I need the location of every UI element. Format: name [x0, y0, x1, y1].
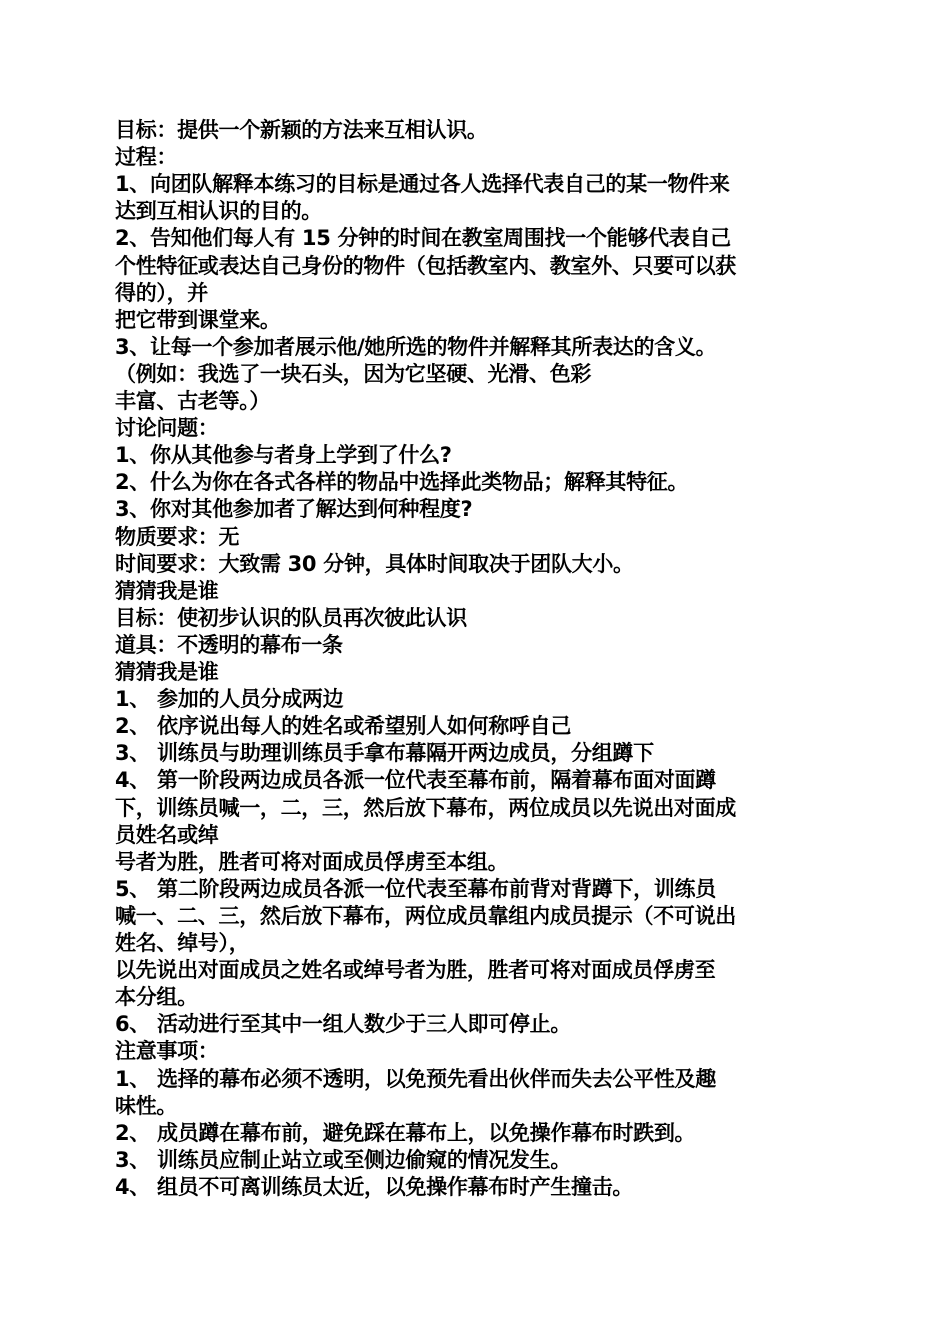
- text-line: 2、 依序说出每人的姓名或希望别人如何称呼自己: [115, 714, 572, 739]
- text-line: 讨论问题：: [115, 416, 219, 441]
- text-line: 猜猜我是谁: [115, 578, 219, 603]
- text-line: 过程：: [115, 145, 178, 170]
- text-line: 道具：不透明的幕布一条: [115, 632, 343, 657]
- text-line: 号者为胜，胜者可将对面成员俘虏至本组。: [115, 849, 509, 874]
- text-line: 猜猜我是谁: [115, 660, 219, 684]
- text-line: 6、 活动进行至其中一组人数少于三人即可停止。: [115, 1012, 572, 1037]
- text-line: （例如：我选了一块石头，因为它坚硬、光滑、色彩: [115, 361, 592, 386]
- text-line: 3、让每一个参加者展示他/她所选的物件并解释其所表达的含义。: [115, 334, 717, 359]
- text-line: 5、 第二阶段两边成员各派一位代表至幕布前背对背蹲下，训练员: [115, 876, 716, 901]
- text-line: 1、你从其他参与者身上学到了什么?: [115, 443, 452, 468]
- text-line: 注意事项：: [115, 1039, 219, 1064]
- text-line: 3、你对其他参加者了解达到何种程度?: [115, 497, 473, 522]
- text-line: 1、 选择的幕布必须不透明，以免预先看出伙伴而失去公平性及趣: [115, 1066, 716, 1091]
- text-line: 时间要求：大致需 30 分钟，具体时间取决于团队大小。: [115, 551, 634, 576]
- text-line: 喊一、二、三，然后放下幕布，两位成员靠组内成员提示（不可说出: [115, 903, 736, 928]
- text-line: 3、 训练员应制止站立或至侧边偷窥的情况发生。: [115, 1147, 572, 1172]
- text-line: 以先说出对面成员之姓名或绰号者为胜，胜者可将对面成员俘虏至: [115, 958, 716, 983]
- text-line: 把它带到课堂来。: [115, 307, 281, 332]
- text-line: 1、 参加的人员分成两边: [115, 687, 344, 712]
- text-line: 员姓名或绰: [115, 822, 219, 847]
- text-line: 4、 第一阶段两边成员各派一位代表至幕布前，隔着幕布面对面蹲: [115, 768, 716, 793]
- text-line: 得的），并: [115, 280, 208, 305]
- text-line: 个性特征或表达自己身份的物件（包括教室内、教室外、只要可以获: [115, 253, 736, 278]
- text-line: 3、 训练员与助理训练员手拿布幕隔开两边成员，分组蹲下: [115, 741, 654, 766]
- text-line: 姓名、绰号），: [115, 931, 250, 955]
- text-line: 本分组。: [115, 985, 198, 1010]
- text-line: 1、向团队解释本练习的目标是通过各人选择代表自己的某一物件来: [115, 172, 730, 197]
- text-line: 物质要求：无: [115, 524, 240, 549]
- text-line: 丰富、古老等。）: [115, 389, 271, 413]
- text-line: 下，训练员喊一，二，三，然后放下幕布，两位成员以先说出对面成: [115, 795, 736, 820]
- text-line: 2、告知他们每人有 15 分钟的时间在教室周围找一个能够代表自己: [115, 226, 731, 251]
- text-line: 2、什么为你在各式各样的物品中选择此类物品；解释其特征。: [115, 470, 689, 495]
- text-line: 4、 组员不可离训练员太近，以免操作幕布时产生撞击。: [115, 1174, 634, 1199]
- text-line: 味性。: [115, 1093, 178, 1118]
- text-line: 2、 成员蹲在幕布前，避免踩在幕布上，以免操作幕布时跌到。: [115, 1120, 696, 1145]
- text-line: 目标：提供一个新颖的方法来互相认识。: [115, 118, 488, 142]
- text-line: 目标：使初步认识的队员再次彼此认识: [115, 605, 467, 630]
- text-line: 达到互相认识的目的。: [115, 199, 322, 224]
